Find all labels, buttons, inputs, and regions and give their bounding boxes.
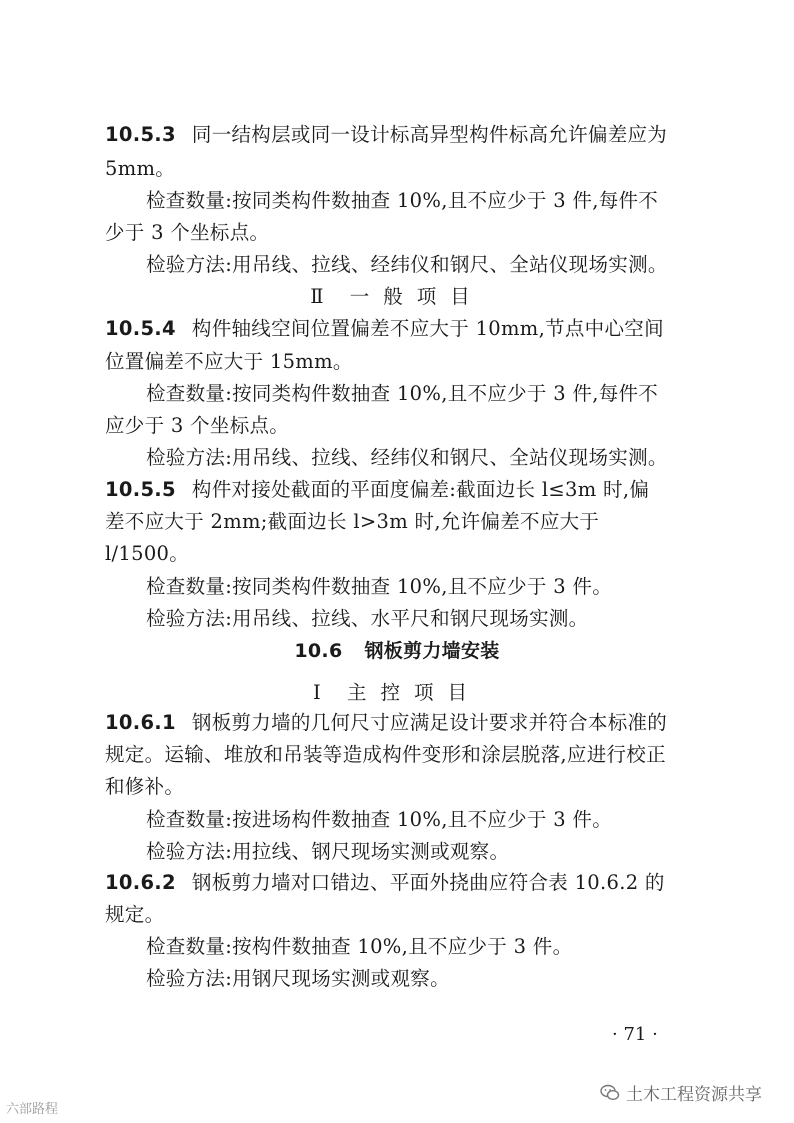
clause-10-5-5-line2: 差不应大于 2mm;截面边长 l>3m 时,允许偏差不应大于 xyxy=(105,510,600,533)
inspection-method-10-6-2: 检验方法:用钢尺现场实测或观察。 xyxy=(146,967,450,990)
clause-10-5-5-line1: 10.5.5 构件对接处截面的平面度偏差:截面边长 l≤3m 时,偏 xyxy=(105,478,650,501)
subheading-general-items: Ⅱ 一般项目 xyxy=(310,285,484,308)
clause-10-6-2-line1: 10.6.2 钢板剪力墙对口错边、平面外挠曲应符合表 10.6.2 的 xyxy=(105,871,665,894)
clause-number: 10.6.1 xyxy=(105,711,176,734)
inspection-method-10-6-1: 检验方法:用拉线、钢尺现场实测或观察。 xyxy=(146,840,510,863)
clause-10-6-1-line2: 规定。运输、堆放和吊装等造成构件变形和涂层脱落,应进行校正 xyxy=(105,743,666,766)
inspection-method-10-5-5: 检验方法:用吊线、拉线、水平尺和钢尺现场实测。 xyxy=(146,607,589,630)
clause-10-5-3-line1: 10.5.3 同一结构层或同一设计标高异型构件标高允许偏差应为 xyxy=(105,123,668,146)
subheading-main-items: Ⅰ 主控项目 xyxy=(312,681,482,704)
clause-10-6-1-line3: 和修补。 xyxy=(105,775,185,798)
watermark-left: 六部路程 xyxy=(6,1102,59,1117)
clause-10-5-4-line2: 位置偏差不应大于 15mm。 xyxy=(105,350,353,373)
check-quantity-10-5-3: 检查数量:按同类构件数抽查 10%,且不应少于 3 件,每件不 xyxy=(146,189,659,212)
watermark-right xyxy=(600,1080,762,1105)
watermark-right-text: 土木工程资源共享 xyxy=(626,1085,762,1105)
inspection-method-10-5-4: 检验方法:用吊线、拉线、经纬仪和钢尺、全站仪现场实测。 xyxy=(146,446,668,469)
check-quantity-10-5-4: 检查数量:按同类构件数抽查 10%,且不应少于 3 件,每件不 xyxy=(146,382,659,405)
clause-10-6-2-line2: 规定。 xyxy=(105,903,165,926)
clause-number: 10.6.2 xyxy=(105,871,176,894)
clause-10-5-4-line1: 10.5.4 构件轴线空间位置偏差不应大于 10mm,节点中心空间 xyxy=(105,317,664,340)
clause-10-5-5-line3: l/1500。 xyxy=(105,542,190,565)
clause-10-5-3-line2: 5mm。 xyxy=(105,157,176,180)
wechat-icon xyxy=(600,1083,620,1103)
clause-number: 10.5.5 xyxy=(105,478,176,501)
clause-number: 10.5.4 xyxy=(105,317,176,340)
check-quantity-10-6-1: 检查数量:按进场构件数抽查 10%,且不应少于 3 件。 xyxy=(146,808,613,831)
check-quantity-10-5-5: 检查数量:按同类构件数抽查 10%,且不应少于 3 件。 xyxy=(146,575,613,598)
check-quantity-10-5-3-cont: 少于 3 个坐标点。 xyxy=(105,221,270,244)
inspection-method-10-5-3: 检验方法:用吊线、拉线、经纬仪和钢尺、全站仪现场实测。 xyxy=(146,253,668,276)
clause-10-6-1-line1: 10.6.1 钢板剪力墙的几何尺寸应满足设计要求并符合本标准的 xyxy=(105,711,668,734)
check-quantity-10-6-2: 检查数量:按构件数抽查 10%,且不应少于 3 件。 xyxy=(146,935,573,958)
page-number: · 71 · xyxy=(612,1024,658,1045)
check-quantity-10-5-4-cont: 应少于 3 个坐标点。 xyxy=(105,414,290,437)
section-heading-10-6: 10.6 钢板剪力墙安装 xyxy=(294,640,500,662)
clause-number: 10.5.3 xyxy=(105,123,176,146)
